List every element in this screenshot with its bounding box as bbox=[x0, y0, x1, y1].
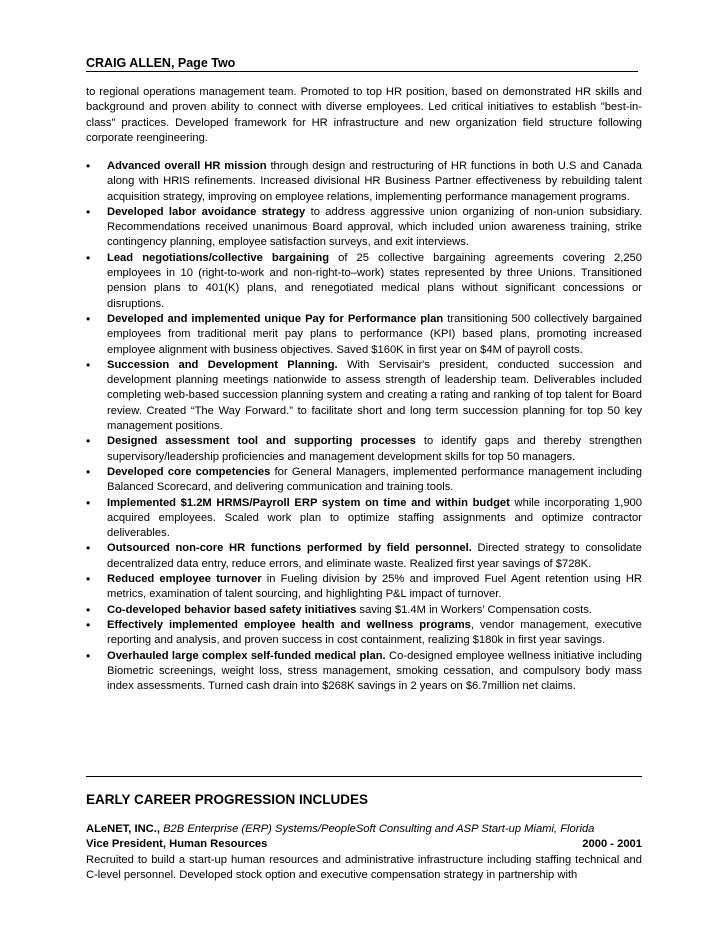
company-line bbox=[86, 823, 642, 835]
item-text: saving $1.4M in Workers’ Compensation costs. bbox=[356, 603, 592, 616]
list-item bbox=[86, 603, 642, 618]
bullet-icon: • bbox=[86, 311, 91, 326]
list-item bbox=[86, 205, 642, 251]
list-item bbox=[86, 649, 642, 695]
list-item bbox=[86, 572, 642, 603]
bullet-icon: • bbox=[86, 602, 91, 617]
bullet-icon: • bbox=[86, 541, 91, 556]
role-line bbox=[86, 838, 642, 850]
item-lead: Effectively implemented employee health and wellness programs bbox=[107, 618, 471, 631]
item-lead: Designed assessment tool and supporting processes bbox=[107, 435, 416, 448]
bullet-icon: • bbox=[86, 159, 91, 173]
item-text: , vendor management, executive reporting and analysis, and proven success in cost containment, realizing $180k in first year savings. bbox=[107, 618, 642, 647]
list-item bbox=[86, 496, 642, 542]
role-description: Recruited to build a start-up human resources and administrative infrastructure including staffing technical and C-level personnel. Developed stock option and executive compensation strategy in partnership with bbox=[86, 854, 642, 882]
bullet-icon: • bbox=[86, 495, 91, 510]
item-text: Directed strategy to consolidate decentralized data entry, reduce errors, and eliminate waste. Realized first year savings of $728K. bbox=[107, 542, 642, 570]
item-lead: Implemented $1.2M HRMS/Payroll ERP system on time and within budget bbox=[107, 496, 510, 509]
item-lead: Developed core competencies bbox=[107, 465, 271, 478]
section-title: EARLY CAREER PROGRESSION INCLUDES bbox=[86, 792, 369, 807]
item-text: to identify gaps and thereby strengthen supervisory/leadership proficiencies and management development skills for top 50 managers. bbox=[107, 435, 642, 463]
list-item bbox=[86, 541, 642, 572]
item-lead: Advanced overall HR mission bbox=[107, 160, 267, 172]
company-name: ALeNET, INC., bbox=[86, 823, 160, 835]
bullet-icon: • bbox=[86, 617, 91, 632]
list-item bbox=[86, 465, 642, 496]
item-text: to address aggressive union organizing of non-union subsidiary. Recommendations received unanimous Board approval, which included union awareness training, strike contingency planning, employee satisfaction surveys, and exit interviews. bbox=[107, 205, 642, 249]
page-header: CRAIG ALLEN, Page Two bbox=[86, 56, 638, 72]
list-item bbox=[86, 159, 642, 205]
bullet-icon: • bbox=[86, 572, 91, 587]
item-lead: Overhauled large complex self-funded medical plan. bbox=[107, 649, 386, 662]
item-text: Co-designed employee wellness initiative including Biometric screenings, weight loss, stress management, smoking cessation, and compulsory body mass index assessments. Turned cash drain into $268K savings in 2 years on $6.7million net claims. bbox=[107, 649, 642, 693]
item-text: while incorporating 1,900 acquired employees. Scaled work plan to optimize staffing assignments and optimize contractor deliverables. bbox=[107, 496, 642, 540]
item-lead: Outsourced non-core HR functions performed by field personnel. bbox=[107, 542, 472, 555]
bullet-icon: • bbox=[86, 204, 91, 219]
list-item bbox=[86, 251, 642, 312]
list-item bbox=[86, 312, 642, 358]
item-lead: Developed labor avoidance strategy bbox=[107, 205, 306, 218]
list-item bbox=[86, 358, 642, 434]
role-title: Vice President, Human Resources bbox=[86, 838, 268, 850]
item-lead: Developed and implemented unique Pay for Performance plan bbox=[107, 312, 444, 325]
item-text: transitioning 500 collectively bargained employees from traditional merit pay plans to performance (KPI) based plans, promoting increased employee alignment with business objectives. Saved $160K in first year on $4M of payroll costs. bbox=[107, 312, 643, 356]
bullet-icon: • bbox=[86, 464, 91, 479]
item-text: through design and restructuring of HR functions in both U.S and Canada along with HRIS refinements. Increased divisional HR Business Partner effectiveness by rebuilding talent acquisition strategy, improving on employee relations, implementing performance management programs. bbox=[107, 160, 642, 203]
bullet-icon: • bbox=[86, 648, 91, 663]
role-dates: 2000 - 2001 bbox=[582, 838, 642, 850]
item-text: of 25 collective bargaining agreements covering 2,250 employees in 10 (right-to-work and non-right-to–work) states represented by three Unions. Transitioned pension plans to 401(K) plans, and renegotiated medical plans without significant concessions or disruptions. bbox=[107, 251, 642, 310]
item-lead: Succession and Development Planning. bbox=[107, 358, 338, 371]
bullet-icon: • bbox=[86, 434, 91, 449]
item-text: With Servisair's president, conducted succession and development planning meetings nationwide to assess strength of leadership team. Deliverables included completing web-based succession planning system and creating a rating and ranking of top talent for Board review. Created “The Way Forward.” to facilitate short and long term succession planning for top 50 key management positions. bbox=[107, 358, 642, 433]
item-text: in Fueling division by 25% and improved Fuel Agent retention using HR metrics, examination of talent sourcing, and highlighting P&L impact of turnover. bbox=[107, 573, 643, 601]
intro-paragraph: to regional operations management team. Promoted to top HR position, based on demonstrated HR skills and background and proven ability to connect with diverse employees. Led critical initiatives to establish "best-in-class" practices. Developed framework for HR infrastructure and new organization field structure following corporate reengineering. bbox=[86, 86, 642, 144]
item-lead: Lead negotiations/collective bargaining bbox=[107, 251, 330, 264]
section-divider bbox=[86, 776, 642, 777]
list-item bbox=[86, 618, 642, 649]
bullet-icon: • bbox=[86, 250, 91, 265]
item-lead: Reduced employee turnover bbox=[107, 573, 262, 586]
item-lead: Co-developed behavior based safety initiatives bbox=[107, 603, 357, 616]
accomplishments-list bbox=[86, 159, 642, 694]
bullet-icon: • bbox=[86, 357, 91, 372]
item-text: for General Managers, implemented performance management including Balanced Scorecard, and delivering communication and training tools. bbox=[107, 465, 642, 494]
company-description: B2B Enterprise (ERP) Systems/PeopleSoft Consulting and ASP Start-up Miami, Florida bbox=[163, 823, 595, 835]
list-item bbox=[86, 434, 642, 465]
